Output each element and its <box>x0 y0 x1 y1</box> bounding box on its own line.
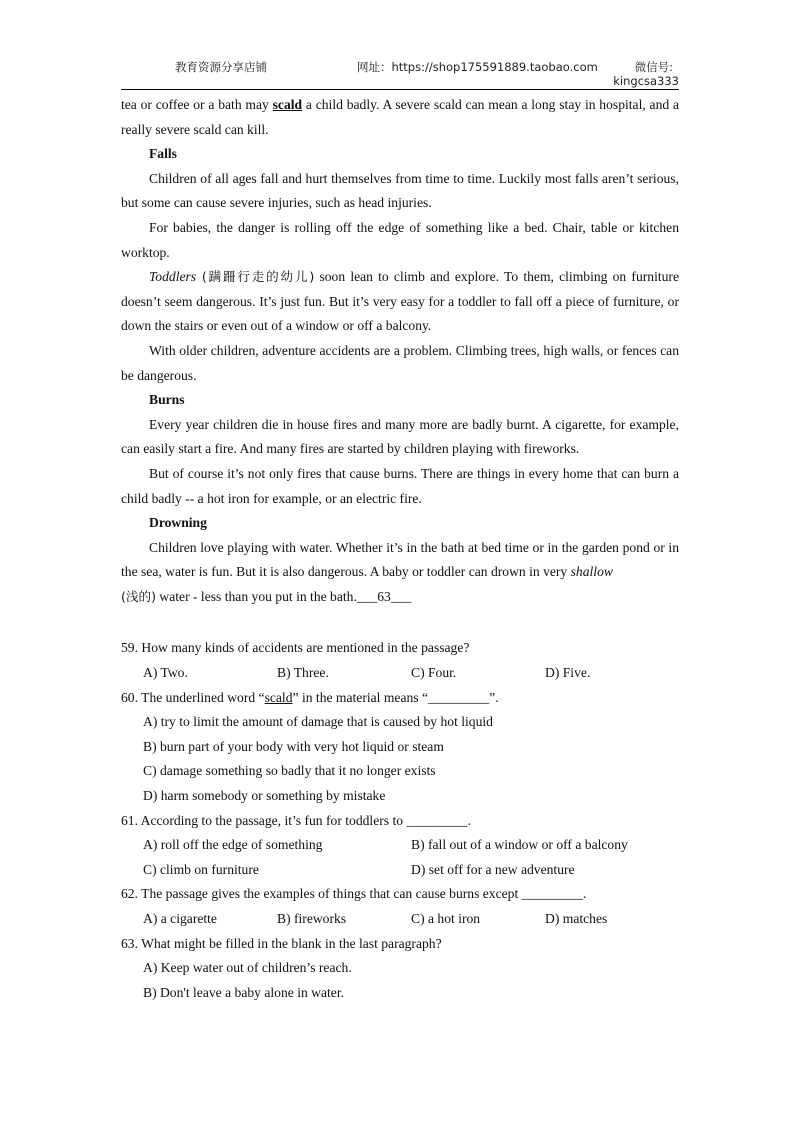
header-wechat-id: kingcsa333 <box>613 74 679 88</box>
question-59-options <box>121 661 679 686</box>
option-a: A) Two. <box>143 665 188 681</box>
option-c: C) Four. <box>411 665 457 681</box>
question-61: 61. According to the passage, it’s fun for toddlers to _________. <box>121 812 471 828</box>
option-c: C) damage something so badly that it no longer exists <box>143 763 436 779</box>
question-60 <box>121 686 679 711</box>
question-63: 63. What might be filled in the blank in the last paragraph? <box>121 935 442 951</box>
option-a: A) Keep water out of children’s reach. <box>143 960 352 976</box>
option-b: B) burn part of your body with very hot liquid or steam <box>143 738 444 754</box>
option-d: D) harm somebody or something by mistake <box>143 788 386 804</box>
option-c: C) climb on furniture <box>143 861 259 877</box>
word-toddlers: Toddlers <box>149 269 197 285</box>
blank-63: ___63___ <box>356 588 412 604</box>
paragraph-burns-2: But of course it’s not only fires that cause burns. There are things in every home that can burn a child badly -- a hot iron for example, or an electric fire. <box>121 465 679 506</box>
header-wechat-label: 微信号: <box>634 60 673 74</box>
option-b: B) fireworks <box>277 911 347 926</box>
paragraph-falls-3 <box>121 265 679 339</box>
option-b: B) Three. <box>277 665 329 681</box>
question-61-options-row-1 <box>121 833 679 858</box>
text: soon lean to climb and explore. To them, climbing on furniture doesn’t seem dangerous. It’s just fun. But it’s very easy for a toddler to fall off a piece of furniture, or down the stairs or even out of a window or off a balcony. <box>121 269 679 334</box>
paragraph-drowning <box>121 536 679 610</box>
option-d: D) set off for a new adventure <box>411 861 575 877</box>
word-shallow: shallow <box>570 564 613 580</box>
header-divider <box>121 89 679 90</box>
chinese-gloss: (蹒跚行走的幼儿) <box>196 269 315 285</box>
option-d: D) matches <box>545 911 608 926</box>
paragraph-falls-1: Children of all ages fall and hurt themselves from time to time. Luckily most falls aren’t serious, but some can cause severe injuries, such as head injuries. <box>121 170 679 211</box>
header-shop-url: 网址：https://shop175591889.taobao.com <box>357 60 598 74</box>
text: water - less than you put in the bath. <box>156 588 357 604</box>
text: 60. The underlined word “ <box>121 689 265 705</box>
option-d: D) Five. <box>545 665 591 681</box>
paragraph-falls-4: With older children, adventure accidents are a problem. Climbing trees, high walls, or fences can be dangerous. <box>121 342 679 383</box>
document-body <box>121 93 679 1005</box>
question-59: 59. How many kinds of accidents are mentioned in the passage? <box>121 640 470 656</box>
paragraph-falls-2: For babies, the danger is rolling off the edge of something like a bed. Chair, table or kitchen worktop. <box>121 219 679 260</box>
heading-drowning: Drowning <box>149 515 207 531</box>
option-a: A) roll off the edge of something <box>143 837 323 853</box>
paragraph-scald-intro <box>121 93 679 142</box>
option-b: B) Don't leave a baby alone in water. <box>143 984 344 1000</box>
question-62-options <box>121 907 679 932</box>
underlined-word-scald: scald <box>272 97 303 112</box>
option-a: A) try to limit the amount of damage that is caused by hot liquid <box>143 714 493 730</box>
chinese-gloss: (浅的) <box>121 588 157 604</box>
heading-burns: Burns <box>149 392 185 408</box>
heading-falls: Falls <box>149 146 177 162</box>
text: ” in the material means “_________”. <box>292 689 499 705</box>
underlined-word-scald: scald <box>264 689 293 705</box>
option-b: B) fall out of a window or off a balcony <box>411 837 628 853</box>
spacer <box>121 609 679 636</box>
text: a child badly. A severe scald can mean a long stay in hospital, and a really severe scald can kill. <box>121 97 680 137</box>
text: Children love playing with water. Whether it’s in the bath at bed time or in the garden pond or in the sea, water is fun. But it is also dangerous. A baby or toddler can drown in very <box>121 539 679 580</box>
option-a: A) a cigarette <box>143 911 217 926</box>
paragraph-burns-1: Every year children die in house fires and many more are badly burnt. A cigarette, for example, can easily start a fire. And many fires are started by children playing with fireworks. <box>121 416 679 457</box>
question-61-options-row-2 <box>121 858 679 883</box>
text: tea or coffee or a bath may <box>121 97 273 112</box>
page-header <box>121 0 679 92</box>
question-62: 62. The passage gives the examples of things that can cause burns except _________. <box>121 886 587 902</box>
header-shop-name: 教育资源分享店铺 <box>175 60 267 74</box>
option-c: C) a hot iron <box>411 911 481 926</box>
